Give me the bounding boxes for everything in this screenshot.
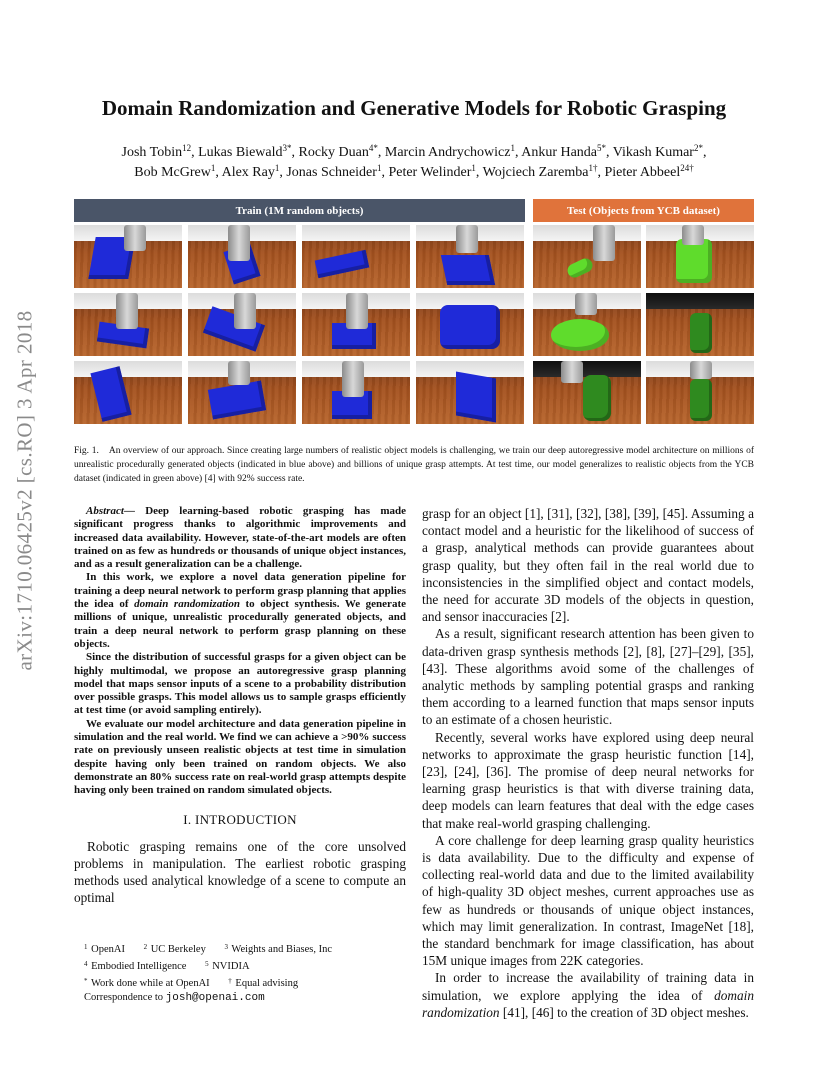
random-object (440, 305, 500, 349)
abstract-paragraph: In this work, we explore a novel data generation pipeline for training a deep neural network to perform grasp planning that applies the idea of (74, 571, 406, 611)
gripper (342, 361, 364, 397)
gripper (228, 361, 250, 385)
ycb-object (551, 319, 609, 351)
body-paragraph: Recently, several works have explored using deep neural networks to approximate the grasp heuristic function [14], [23], [24], [36]. The promise of deep neural networks for learning grasp heuristics is that with diverse training data, deep models can learn features that deal with the edge cases that make real-world grasping challenging. (422, 729, 754, 831)
body-paragraph: grasp for an object [1], [31], [32], [38], [39], [45]. Assuming a contact model and a heuristic for the likelihood of success of a grasp, analytical methods can provide guarantees about grasp quality, but they often fail in the real world due to inconsistencies in the simplified object and contact models, the need for accurate 3D models of the objects in question, and sensor inaccuracies [2]. (422, 506, 754, 625)
intro-text (74, 838, 406, 907)
author-affiliation: 1 (471, 163, 476, 173)
author-list (70, 143, 758, 183)
abstract-paragraph: Since the distribution of successful grasps for a given object can be highly multimodal, we propose an autoregressive grasp planning model that maps sensor inputs of a scene to a probability distribution over possible grasps. This model allows us to sample grasps efficiently at test time (or avoid sampling entirely). (74, 651, 406, 717)
train-grasp-image (188, 225, 296, 288)
abstract-paragraph: Deep learning-based robotic grasping has made significant progress thanks to algorithmic improvements and increased data availability. However, state-of-the-art models are often trained on as few as hundreds or thousands of unique object instances, and as a result generalization can be a challenge. (74, 505, 406, 571)
train-grasp-image (416, 361, 524, 424)
train-grasp-image (416, 293, 524, 356)
section-heading: I. INTRODUCTION (183, 811, 297, 827)
author-affiliation: 1† (588, 163, 598, 173)
caption-label: Fig. 1. (74, 446, 99, 456)
emphasis: domain randomization (134, 598, 240, 611)
right-body-text (422, 505, 754, 1021)
author: Bob McGrew (134, 165, 211, 180)
author: Peter Welinder (388, 165, 472, 180)
test-grasp-image (646, 225, 754, 288)
random-object (208, 381, 266, 420)
author-affiliation: 1 (210, 163, 216, 173)
paper-title: Domain Randomization and Generative Models for Robotic Grasping (101, 96, 727, 120)
author: Vikash Kumar (612, 145, 694, 160)
author-affiliation: 3* (282, 143, 292, 153)
gripper (561, 361, 583, 383)
body-paragraph: A core challenge for deep learning grasp quality heuristics is data availability. Due to the difficulty and expense of collecting real-world data and due to the limited availability of high-quality 3D object meshes, current approaches use as few as hundreds or thousands of unique object instances, which may limit generalization. In contrast, ImageNet [18], the standard benchmark for image classification, has about 15M unique images from 22K categories. (422, 832, 754, 969)
caption-text: An overview of our approach. Since creating large numbers of realistic object models is challenging, we train our deep autoregressive model architecture on millions of unrealistic procedurally generated objects (indicated in blue above) and billions of unique grasp attempts. At test time, our model generalizes to realistic objects from the YCB dataset (indicated in green above) [4] with 92% success rate. (74, 446, 754, 484)
abstract-paragraph: We evaluate our model architecture and data generation pipeline in simulation and the real world. We find we can achieve a >90% success rate on previously unseen realistic objects at test time in simulation despite having only been trained on random objects. We also demonstrate an 80% success rate on real-world grasp attempts despite having only been trained on random simulated objects. (74, 717, 406, 797)
right-column (422, 505, 754, 1021)
test-grasp-image (533, 361, 641, 424)
author-affiliation: 1 (376, 163, 382, 173)
footnote-row: $^4$ Embodied Intelligence $^5$ NVIDIA (84, 960, 250, 972)
footnote: NVIDIA (212, 961, 250, 972)
author-line-2: Bob McGrew$^1$, Alex Ray$^1$, Jonas Schneider$^1$, Peter Welinder$^1$, Wojciech Zaremba$^{1\dagger}$, Pieter Abbeel$^{24\dagger}$ (134, 163, 694, 180)
train-grasp-image (302, 361, 410, 424)
ycb-object (690, 379, 712, 421)
author-affiliation: 1 (274, 163, 280, 173)
footnote: Equal advising (235, 978, 299, 989)
gripper (346, 293, 368, 329)
author: Lukas Biewald (198, 145, 283, 160)
train-grasp-image (302, 225, 410, 288)
footnote-row (84, 991, 404, 1005)
random-object (456, 371, 496, 422)
author-affiliation: 1 (510, 143, 515, 153)
train-grasp-image (74, 225, 182, 288)
author-affiliation: 5* (597, 143, 607, 153)
abstract: Abstract— Deep learning-based robotic grasping has made significant progress thanks to algorithmic improvements and increased data availability. However, state-of-the-art models are often trained on as few as hundreds or thousands of unique object instances, and as a result generalization can be a challenge. In this work, we explore a novel data generation pipeline for training a deep neural network to perform grasp planning that applies the idea of domain randomization to object synthesis. We generate millions of unique, unrealistic procedurally generated objects, and train a deep neural network to perform grasp planning on these objects. Since the distribution of successful grasps for a given object can be highly multimodal, we propose an autoregressive grasp planning model that maps sensor inputs of a scene to a probability distribution over possible grasps. This model allows us to sample grasps efficiently at test time (or avoid sampling entirely). We evaluate our model architecture and data generation pipeline in simulation and the real world. We find we can achieve a >90% success rate on previously unseen realistic objects at test time in simulation despite having only been trained on random objects. We also demonstrate an 80% success rate on real-world grasp attempts despite having only been trained on random simulated objects. (74, 505, 406, 797)
author: Rocky Duan (298, 145, 369, 160)
test-header: Test (Objects from YCB dataset) (533, 199, 754, 222)
gripper (593, 225, 615, 261)
abstract-paragraph: to object synthesis. We generate millions of unique, unrealistic procedurally generated objects, and train a deep neural network to perform grasp planning on these objects. (74, 598, 406, 650)
gripper (116, 293, 138, 329)
correspondence-label: Correspondence to (84, 992, 166, 1003)
author-line-1: Josh Tobin$^{12}$, Lukas Biewald$^{3*}$, Rocky Duan$^{4*}$, Marcin Andrychowicz$^1$, Ankur Handa$^{5*}$, Vikash Kumar$^{2*}$, (121, 143, 707, 160)
author-affiliation: 4* (368, 143, 378, 153)
left-column (74, 505, 406, 906)
arxiv-stamp-text: arXiv:1710.06425v2 [cs.RO] 3 Apr 2018 (12, 309, 37, 671)
footnote-row: * Work done while at OpenAI † Equal advising (84, 977, 299, 989)
test-grasp-image (533, 225, 641, 288)
footnote: Work done while at OpenAI (90, 978, 210, 989)
gripper (234, 293, 256, 329)
test-grasp-image (533, 293, 641, 356)
train-grasp-image (302, 293, 410, 356)
footnotes (84, 940, 404, 1005)
train-grasp-image (74, 361, 182, 424)
figure-1 (74, 199, 754, 431)
body-paragraph: In order to increase the availability of training data in simulation, we explore applying the idea of (422, 970, 754, 1003)
gripper (124, 225, 146, 251)
train-grasp-image (188, 293, 296, 356)
abstract-label: Abstract (86, 505, 124, 517)
author: Marcin Andrychowicz (384, 145, 511, 160)
random-object (90, 366, 131, 422)
author-affiliation: 2* (693, 143, 703, 153)
ycb-object (583, 375, 611, 421)
footnote: Embodied Intelligence (91, 961, 187, 972)
gripper (682, 225, 704, 245)
author-affiliation: 12 (182, 143, 192, 153)
gripper (228, 225, 250, 261)
body-paragraph: [41], [46] to the creation of 3D object meshes. (499, 1004, 749, 1020)
body-paragraph: Robotic grasping remains one of the core unsolved problems in manipulation. The earliest robotic grasping methods used analytical knowledge of a scene to compute an optimal (74, 838, 406, 906)
email-link[interactable]: josh@openai.com (165, 992, 265, 1004)
author: Ankur Handa (521, 145, 598, 160)
gripper (575, 293, 597, 315)
arxiv-side-stamp (2, 290, 48, 690)
footnote: OpenAI (91, 944, 125, 955)
ycb-object (565, 256, 594, 280)
random-object (441, 255, 495, 285)
author: Alex Ray (221, 165, 275, 180)
train-grasp-image (188, 361, 296, 424)
train-grasp-image (74, 293, 182, 356)
footnote-row: $^1$ OpenAI $^2$ UC Berkeley $^3$ Weights and Biases, Inc (84, 943, 333, 955)
author: Wojciech Zaremba (482, 165, 589, 180)
author-affiliation: 24† (680, 163, 694, 173)
author: Jonas Schneider (286, 165, 377, 180)
test-grasp-image (646, 361, 754, 424)
footnote: Weights and Biases, Inc (231, 944, 333, 955)
ycb-object (676, 239, 712, 283)
random-object (315, 250, 370, 278)
author: Pieter Abbeel (604, 165, 681, 180)
emphasis: domain randomization (422, 987, 754, 1020)
train-grasp-image (416, 225, 524, 288)
gripper (456, 225, 478, 253)
footnote: UC Berkeley (150, 944, 206, 955)
body-paragraph: As a result, significant research attention has been given to data-driven grasp synthesis methods [2], [8], [27]–[29], [35], [43]. These algorithms avoid some of the challenges of analytic methods by sampling potential grasps and ranking them according to a learned function that maps sensor inputs to an estimate of a chosen heuristic. (422, 626, 754, 728)
ycb-object (690, 313, 712, 353)
author: Josh Tobin (121, 145, 183, 160)
train-header: Train (1M random objects) (74, 199, 525, 222)
gripper (690, 361, 712, 379)
test-grasp-image (646, 293, 754, 356)
figure-caption (74, 444, 754, 486)
